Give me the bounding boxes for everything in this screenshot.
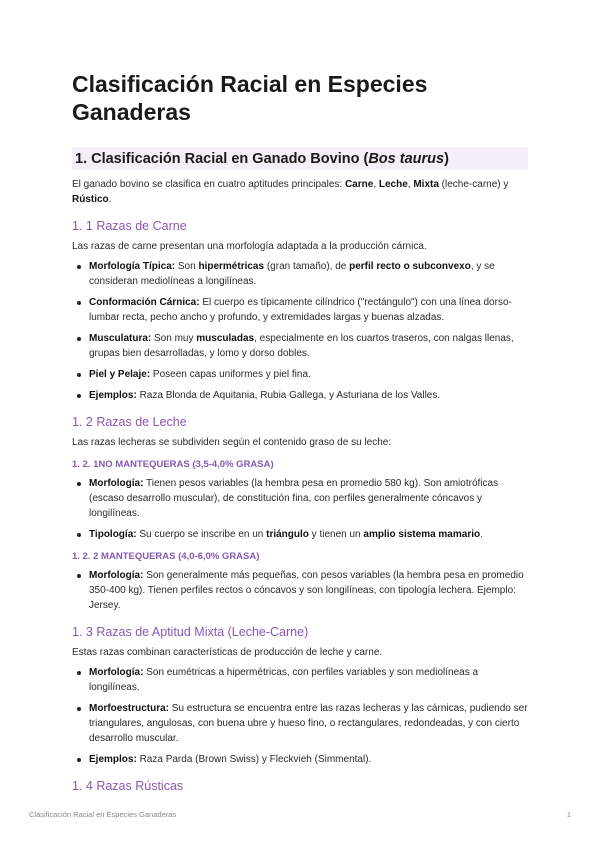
list-item: Morfología: Tienen pesos variables (la hembra pesa en promedio 580 kg). Son amiotróficas (escaso desarrollo muscular), de constitución fina, con perfiles generalmente cóncavos y longilíneas. <box>72 476 528 521</box>
subsection-intro-leche: Las razas lecheras se subdividen según el contenido graso de su leche: <box>72 437 392 448</box>
list-item: Morfoestructura: Su estructura se encuentra entre las razas lecheras y las cárnicas, pudiendo ser triangulares, angulosas, con buena ubre y hueso fino, o rectangulares, redondeadas, y con cierto desarrollo muscular. <box>72 701 528 746</box>
mantequeras-list <box>72 568 528 613</box>
subsubsection-heading-mantequeras: 1. 2. 2 MANTEQUERAS (4,0-6,0% GRASA) <box>72 551 260 562</box>
bullet-icon <box>77 337 81 341</box>
no-mantequeras-list <box>72 476 528 542</box>
subsection-heading-rusticas: 1. 4 Razas Rústicas <box>72 779 184 793</box>
page-number: 1 <box>566 810 571 819</box>
list-item: Tipología: Su cuerpo se inscribe en un triángulo y tienen un amplio sistema mamario. <box>72 527 528 542</box>
document-title: Clasificación Racial en Especies Ganaderas <box>72 71 428 125</box>
bullet-icon <box>77 758 81 762</box>
list-item: Morfología: Son generalmente más pequeñas, con pesos variables (la hembra pesa en promedio 350-400 kg). Tienen perfiles rectos o cóncavos y son longilíneas, con tipología lechera. Ejemplo: Jersey. <box>72 568 528 613</box>
list-item: Morfología Típica: Son hipermétricas (gran tamaño), de perfil recto o subconvexo, y se consideran mediolíneas a longilíneas. <box>72 259 528 289</box>
mixta-list <box>72 665 528 767</box>
document-body <box>72 70 528 799</box>
list-item: Piel y Pelaje: Poseen capas uniformes y piel fina. <box>72 367 528 382</box>
list-item: Conformación Cárnica: El cuerpo es típicamente cilíndrico ("rectángulo") con una línea dorso-lumbar recta, pecho ancho y profundo, y extremidades largas y buenas alzadas. <box>72 295 528 325</box>
subsection-heading-carne: 1. 1 Razas de Carne <box>72 219 187 233</box>
subsubsection-heading-no-mantequeras: 1. 2. 1NO MANTEQUERAS (3,5-4,0% GRASA) <box>72 459 274 470</box>
bullet-icon <box>77 265 81 269</box>
bullet-icon <box>77 394 81 398</box>
bullet-icon <box>77 373 81 377</box>
subsection-intro-carne: Las razas de carne presentan una morfología adaptada a la producción cárnica. <box>72 241 427 252</box>
bullet-icon <box>77 574 81 578</box>
list-item: Ejemplos: Raza Parda (Brown Swiss) y Fleckvieh (Simmental). <box>72 752 528 767</box>
section-heading-bovino: 1. Clasificación Racial en Ganado Bovino (Bos taurus) <box>72 147 528 170</box>
bullet-icon <box>77 482 81 486</box>
bullet-icon <box>77 533 81 537</box>
subsection-heading-mixta: 1. 3 Razas de Aptitud Mixta (Leche-Carne) <box>72 625 309 639</box>
list-item: Ejemplos: Raza Blonda de Aquitania, Rubia Gallega, y Asturiana de los Valles. <box>72 388 528 403</box>
carne-list <box>72 259 528 403</box>
subsection-intro-mixta: Estas razas combinan características de producción de leche y carne. <box>72 647 383 658</box>
footer-title: Clasificación Racial en Especies Ganaderas <box>29 810 177 819</box>
list-item: Musculatura: Son muy musculadas, especialmente en los cuartos traseros, con nalgas llenas, grupas bien desarrolladas, y lomo y dorso dobles. <box>72 331 528 361</box>
subsection-heading-leche: 1. 2 Razas de Leche <box>72 415 187 429</box>
section-intro: El ganado bovino se clasifica en cuatro aptitudes principales: Carne, Leche, Mixta (leche-carne) y Rústico. <box>72 179 509 205</box>
bullet-icon <box>77 707 81 711</box>
page-footer <box>29 810 571 819</box>
bullet-icon <box>77 671 81 675</box>
bullet-icon <box>77 301 81 305</box>
list-item: Morfología: Son eumétricas a hipermétricas, con perfiles variables y son mediolíneas a longilíneas. <box>72 665 528 695</box>
